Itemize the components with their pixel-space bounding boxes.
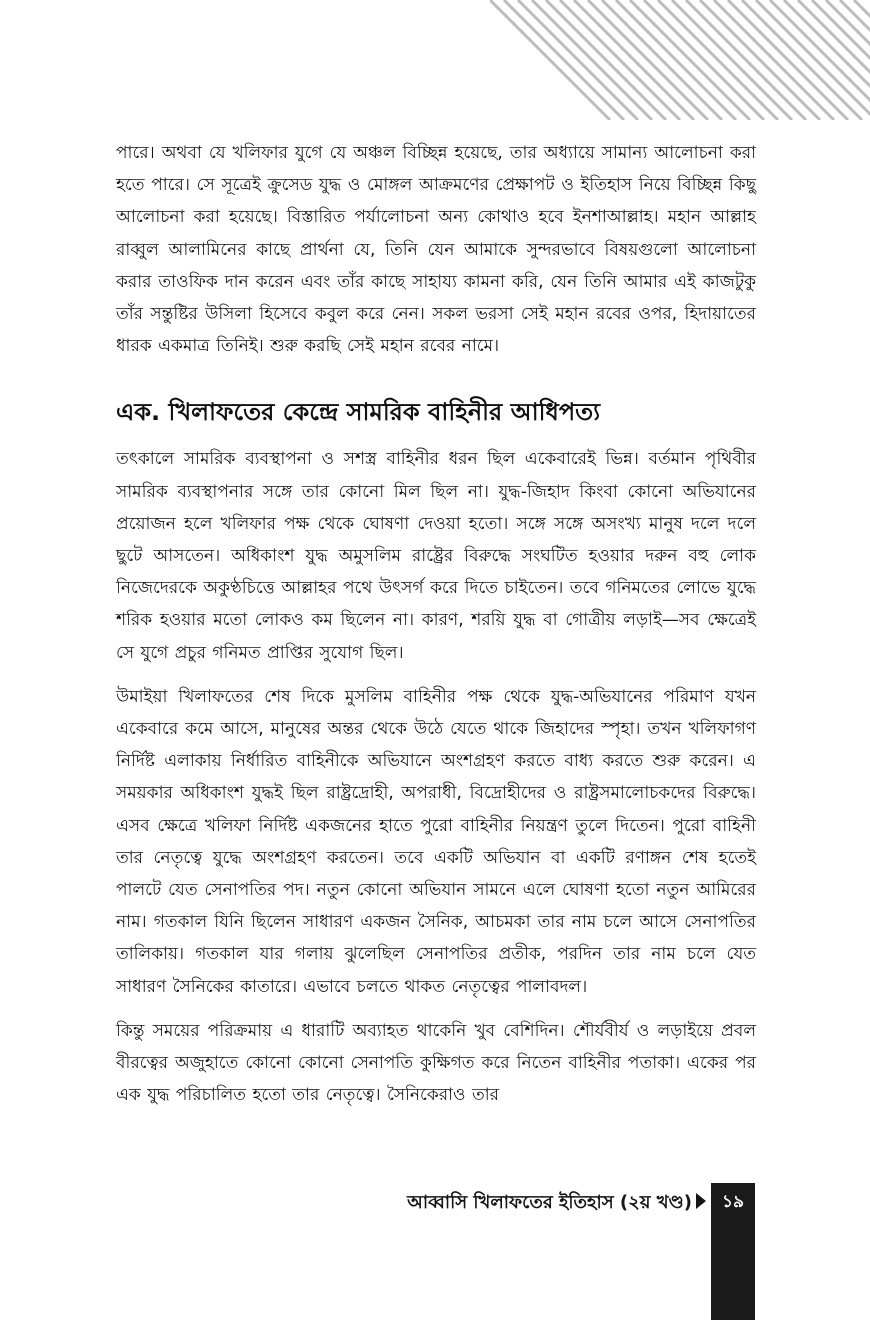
body-paragraph-2: উমাইয়া খিলাফতের শেষ দিকে মুসলিম বাহিনীর পক্ষ থেকে যুদ্ধ-অভিযানের পরিমাণ যখন একেবারে কমে আসে, মানুষের অন্তর থেকে উঠে যেতে থাকে জিহাদের স্পৃহা। তখন খলিফাগণ নির্দিষ্ট এলাকায় নির্ধারিত বাহিনীকে অভিযানে অংশগ্রহণ করতে বাধ্য করতে শুরু করেন। এ সময়কার অধিকাংশ যুদ্ধই ছিল রাষ্ট্রদ্রোহী, অপরাধী, বিদ্রোহীদের ও রাষ্ট্রসমালোচকদের বিরুদ্ধে। এসব ক্ষেত্রে খলিফা নির্দিষ্ট একজনের হাতে পুরো বাহিনীর নিয়ন্ত্রণ তুলে দিতেন। পুরো বাহিনী তার নেতৃত্বে যুদ্ধে অংশগ্রহণ করতেন। তবে একটি অভিযান বা একটি রণাঙ্গন শেষ হতেই পালটে যেত সেনাপতির পদ। নতুন কোনো অভিযান সামনে এলে ঘোষণা হতো নতুন আমিরের নাম। গতকাল যিনি ছিলেন সাধারণ একজন সৈনিক, আচমকা তার নাম চলে আসে সেনাপতির তালিকায়। গতকাল যার গলায় ঝুলেছিল সেনাপতির প্রতীক, পরদিন তার নাম চলে যেত সাধারণ সৈনিকের কাতারে। এভাবে চলতে থাকত নেতৃত্বের পালাবদল। <box>116 686 756 997</box>
section-heading: এক. খিলাফতের কেন্দ্রে সামরিক বাহিনীর আধিপত্য <box>116 398 601 427</box>
body-paragraph-3: কিন্তু সময়ের পরিক্রমায় এ ধারাটি অব্যাহত থাকেনি খুব বেশিদিন। শৌর্যবীর্য ও লড়াইয়ে প্রবল বীরত্বের অজুহাতে কোনো কোনো সেনাপতি কুক্ষিগত করে নিতেন বাহিনীর পতাকা। একের পর এক যুদ্ধ পরিচালিত হতো তার নেতৃত্বে। সৈনিকেরাও তার <box>116 1020 756 1106</box>
running-book-title: আব্বাসি খিলাফতের ইতিহাস (২য় খণ্ড) <box>407 1192 692 1213</box>
triangle-right-icon <box>696 1193 706 1209</box>
intro-paragraph: পারে। অথবা যে খলিফার যুগে যে অঞ্চল বিচ্ছিন্ন হয়েছে, তার অধ্যায়ে সামান্য আলোচনা করা হতে পারে। সে সূত্রেই ক্রুসেড যুদ্ধ ও মোঙ্গল আক্রমণের প্রেক্ষাপট ও ইতিহাস নিয়ে বিচ্ছিন্ন কিছু আলোচনা করা হয়েছে। বিস্তারিত পর্যালোচনা অন্য কোথাও হবে ইনশাআল্লাহ। মহান আল্লাহ রাব্বুল আলামিনের কাছে প্রার্থনা যে, তিনি যেন আমাকে সুন্দরভাবে বিষয়গুলো আলোচনা করার তাওফিক দান করেন এবং তাঁর কাছে সাহায্য কামনা করি, যেন তিনি আমার এই কাজটুকু তাঁর সন্তুষ্টির উসিলা হিসেবে কবুল করে নেন। সকল ভরসা সেই মহান রবের ওপর, হিদায়াতের ধারক একমাত্র তিনিই। শুরু করছি সেই মহান রবের নামে। <box>116 143 756 357</box>
page-number-tab <box>711 1183 755 1320</box>
corner-stripe-decoration <box>490 0 870 120</box>
page-number: ১৯ <box>721 1192 745 1212</box>
body-paragraph-1: তৎকালে সামরিক ব্যবস্থাপনা ও সশস্ত্র বাহিনীর ধরন ছিল একেবারেই ভিন্ন। বর্তমান পৃথিবীর সামরিক ব্যবস্থাপনার সঙ্গে তার কোনো মিল ছিল না। যুদ্ধ-জিহাদ কিংবা কোনো অভিযানের প্রয়োজন হলে খলিফার পক্ষ থেকে ঘোষণা দেওয়া হতো। সঙ্গে সঙ্গে অসংখ্য মানুষ দলে দলে ছুটে আসতেন। অধিকাংশ যুদ্ধ অমুসলিম রাষ্ট্রের বিরুদ্ধে সংঘটিত হওয়ার দরুন বহু লোক নিজেদেরকে অকুণ্ঠচিত্তে আল্লাহর পথে উৎসর্গ করে দিতে চাইতেন। তবে গনিমতের লোভে যুদ্ধে শরিক হওয়ার মতো লোকও কম ছিলেন না। কারণ, শরয়ি যুদ্ধ বা গোত্রীয় লড়াই—সব ক্ষেত্রেই সে যুগে প্রচুর গনিমত প্রাপ্তির সুযোগ ছিল। <box>116 449 756 663</box>
page-body <box>116 137 756 1111</box>
